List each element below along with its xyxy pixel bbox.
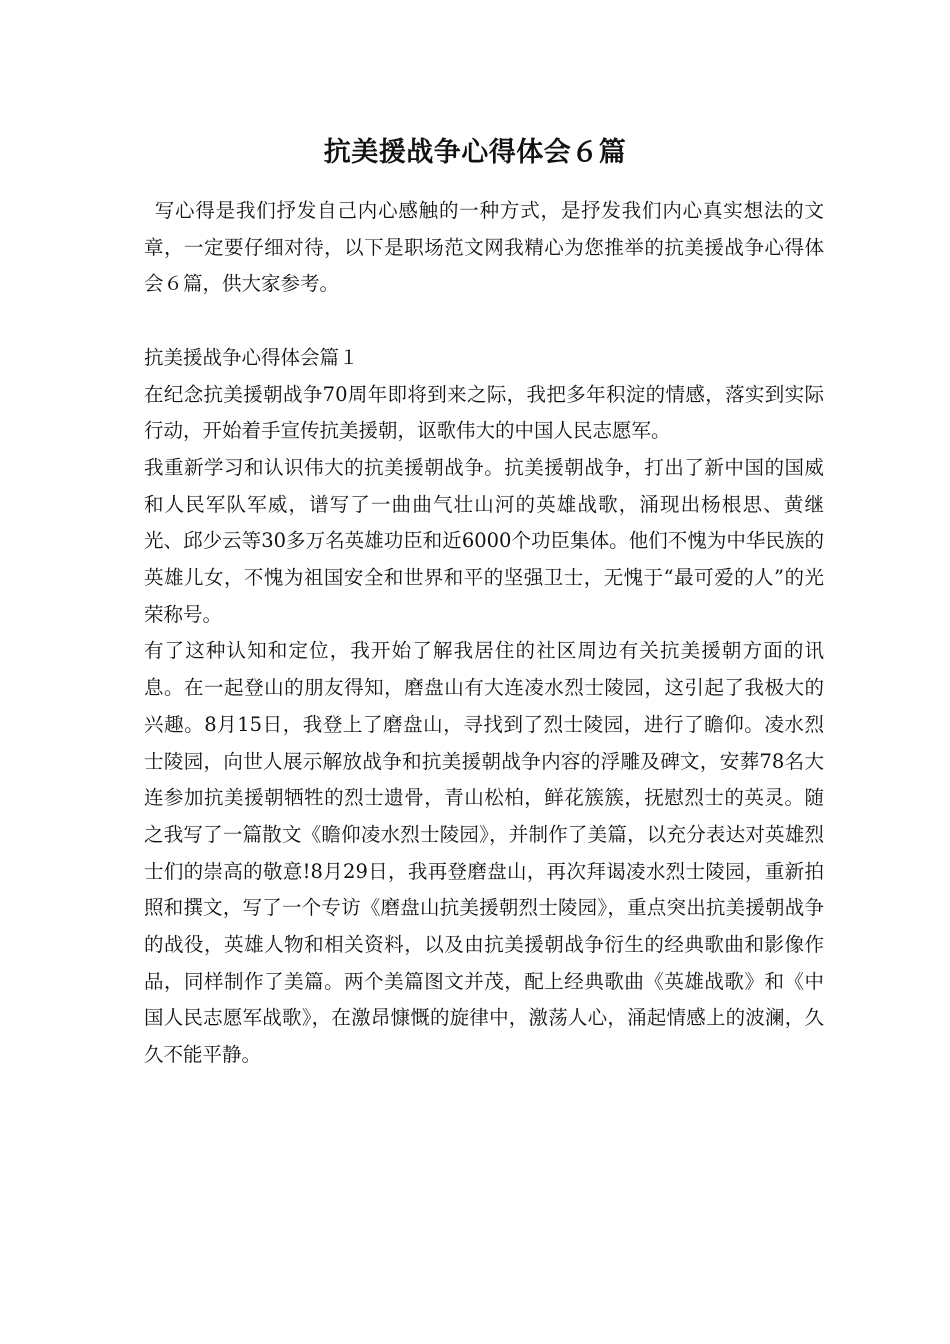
section-heading: 抗美援战争心得体会篇１ <box>144 345 359 369</box>
intro-paragraph: 写心得是我们抒发自己内心感触的一种方式，是抒发我们内心真实想法的文章，一定要仔细对待，以下是职场范文网我精心为您推举的抗美援战争心得体会６篇，供大家参考。 <box>144 199 824 296</box>
document-title: 抗美援战争心得体会６篇 <box>323 137 627 168</box>
document-body <box>144 193 824 1074</box>
paragraph-spacer <box>144 303 824 340</box>
body-paragraph-3: 有了这种认知和定位，我开始了解我居住的社区周边有关抗美援朝方面的讯息。在一起登山的朋友得知，磨盘山有大连凌水烈士陵园，这引起了我极大的兴趣。8月15日，我登上了磨盘山，寻找到了烈士陵园，进行了瞻仰。凌水烈士陵园，向世人展示解放战争和抗美援朝战争内容的浮雕及碑文，安葬78名大连参加抗美援朝牺牲的烈士遗骨，青山松柏，鲜花簇簇，抚慰烈士的英灵。随之我写了一篇散文《瞻仰凌水烈士陵园》，并制作了美篇，以充分表达对英雄烈士们的崇高的敬意!8月29日，我再登磨盘山，再次拜谒凌水烈士陵园，重新拍照和撰文，写了一个专访《磨盘山抗美援朝烈士陵园》，重点突出抗美援朝战争的战役，英雄人物和相关资料，以及由抗美援朝战争衍生的经典歌曲和影像作品，同样制作了美篇。两个美篇图文并茂，配上经典歌曲《英雄战歌》和《中国人民志愿军战歌》，在激昂慷慨的旋律中，激荡人心，涌起情感上的波澜，久久不能平静。 <box>144 639 824 1067</box>
body-paragraph-1: 在纪念抗美援朝战争70周年即将到来之际，我把多年积淀的情感，落实到实际行动，开始着手宣传抗美援朝，讴歌伟大的中国人民志愿军。 <box>144 382 824 443</box>
body-paragraph-2: 我重新学习和认识伟大的抗美援朝战争。抗美援朝战争，打出了新中国的国威和人民军队军威，谱写了一曲曲气壮山河的英雄战歌，涌现出杨根思、黄继光、邱少云等30多万名英雄功臣和近6000个功臣集体。他们不愧为中华民族的英雄儿女，不愧为祖国安全和世界和平的坚强卫士，无愧于“最可爱的人”的光荣称号。 <box>144 455 824 626</box>
